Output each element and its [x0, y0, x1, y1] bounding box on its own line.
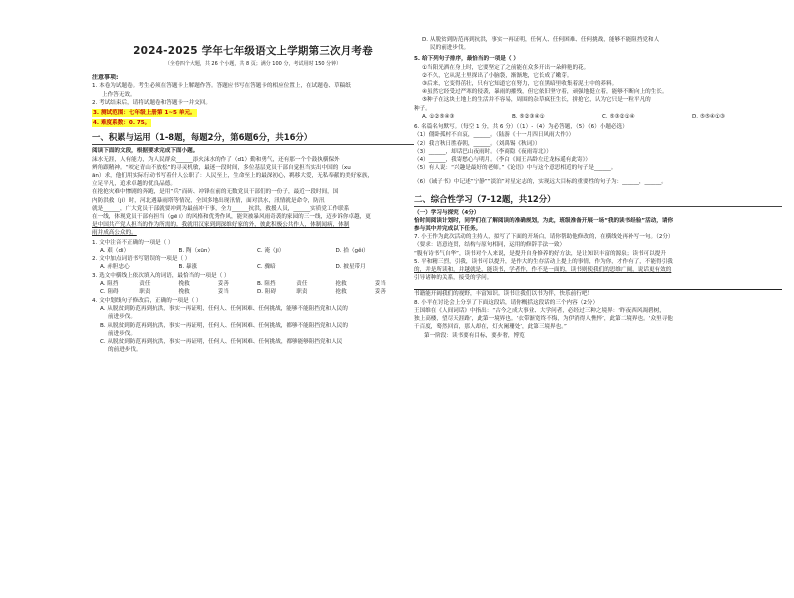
- option-cell: 抢救: [335, 281, 347, 288]
- passage-line: ān）求，他们用实际行动书写着什人公职了：人民至上，生命至上的最深初心，羁移大爱，无私奉献的美好家族，: [92, 173, 374, 180]
- exam-title: 2024-2025 学年七年级语文上学期第三次月考卷: [133, 45, 373, 57]
- option-cell: 妥善: [374, 289, 386, 296]
- passage-line-underlined: 是中国共产党人担当的作为所需的。我就用汉家到到深维好家的外，彼此积极公共作人，体制闻病，体制: [92, 222, 350, 229]
- option[interactable]: B. ⑤②③④①: [512, 113, 545, 120]
- sentence-item: ②不久，它从泥土里探出了小脑袋，渐渐地，它长成了嫩芽。: [422, 72, 573, 79]
- note-line: 2. 考试结束后，请将试题卷和答题卡一并交回。: [92, 99, 211, 106]
- option-cell: 挽救: [178, 281, 190, 288]
- option-cont: 民的前进步伐。: [430, 45, 470, 52]
- fill-blank-item[interactable]: （6）《诫子书》中记述“宁静”“淡泊”对星定志的，实现远大目标的重要性的句子为：______，______。: [414, 179, 667, 186]
- sentence-tail: 种子。: [414, 105, 431, 112]
- section-1-title: 一、积累与运用（1-8题，每题2分，第6题6分，共16分）: [92, 131, 414, 145]
- question-1-stem: 1. 文中注音不正确的一项是（ ）: [92, 239, 174, 246]
- question-5-stem: 5. 给下列句子排序，最恰当的一项是（ ）: [414, 56, 520, 63]
- passage-line: 立足平凡，追求卓越的优良品德。: [92, 181, 176, 188]
- left-column: [0, 0, 414, 562]
- option[interactable]: C. 从脱贫到防范再到抗洪，事实一再证明，任何人、任何困难、任何挑战，都够能够阻挡党和人民: [100, 338, 343, 345]
- option[interactable]: C. ⑤③②①④: [602, 113, 635, 120]
- right-column: [414, 0, 782, 598]
- question-7-req: （要求：语意连贯，结构与原句相同，运用的修辞手法一致）: [414, 242, 566, 249]
- option-cell: 责任: [296, 281, 308, 288]
- option-cell: A. 阻挡: [100, 281, 119, 288]
- option-cell: 挽救: [178, 289, 190, 296]
- note-line: 1. 本卷为试题卷。考生必须在答题卡上解题作答。答题应书写在答题卡的相应位置上，在试题卷、草稿纸: [92, 83, 351, 90]
- answer-line[interactable]: 第一阶段：读书要有目标，要步奢，博览: [424, 332, 525, 339]
- option[interactable]: B. 从脱贫到防范再到抗洪，事实一再证明，任何人、任何困难、任何挑战，都够不能阻挡党和人民的: [100, 322, 348, 329]
- fill-blank-item[interactable]: （1）僵卧孤村不自哀，______。（陆游《十一月四日风雨大作》）: [414, 132, 575, 139]
- option[interactable]: B. 陶（xūn）: [178, 247, 214, 254]
- range-text: 3. 测试范围：七年级上册第 1~5 单元。: [93, 110, 196, 117]
- passage-line: 辨角跟精神。“咬定青山不放松”的寻灵机敏，最迷一段时间，多位基层党员干部自觉担当实出中国的（xu: [92, 164, 351, 171]
- option[interactable]: D. 拾（gěi）: [335, 247, 369, 254]
- quote-line: 5. 平和精三烈，引我，读书可以提升，是作大的生存活动上提上的事情，作为你，才作有了，不能得引我: [414, 258, 673, 265]
- option[interactable]: A. 艰（di）: [100, 247, 130, 254]
- option[interactable]: D. ⑤⑤④①③: [692, 113, 725, 120]
- option[interactable]: B. 暴涨: [178, 264, 198, 271]
- option-cont: 前进步伐。: [108, 314, 136, 321]
- fill-blank-item[interactable]: （5）有人说：“兴趣是最好的老师。”《论语》中与这个意思相近的句子是______。: [414, 165, 617, 172]
- note-highlight-difficulty: [92, 119, 414, 127]
- exam-subtitle: （全卷四个大题，共 26 个小题，共 8 页；满分 100 分，考试用时 150 分钟）: [164, 61, 342, 67]
- passage-line: 在一线，体现党员干部有担当（gē i）的风格和优秀作风，能突被暴风雨奇袭的家园的三一线，迈步诉你卓越，更: [92, 214, 371, 221]
- passage-line-underlined: 雨并成高公众的。: [92, 230, 137, 237]
- sentence-item: ④虽然它经受过严寒的侵袭，暴雨的摧残，但它依旧坚守着，顽强地挺立着，能够不断向上的生长。: [422, 89, 668, 96]
- passage-line: 内防洪救（jí）时，河北遇暴雨塔等情况，全国多地出现汛情，面对洪水，汛情就是命令，防汛: [92, 197, 325, 204]
- option[interactable]: D. 从脱贫到防范再到抗洪，事实一再证明，任何人、任何困难、任何挑战，能够不能阻挡党和人: [422, 37, 660, 43]
- sentence-item: ⑤种子在这块土地上的生活并不容易，周围的杂草疯狂生长，拼抢它，认为它只是一粒平凡的: [422, 97, 651, 104]
- option[interactable]: D. 披星带月: [335, 264, 366, 271]
- section-1-intro: 阅读下面的文段，根据要求完成下面小题。: [92, 148, 199, 155]
- section-2-title: 二、综合性学习（7-12题，共12分）: [414, 193, 782, 207]
- quote-closing-line: 书籍能开阔我们的视野，丰富知识。读书让我们以书为伴，快乐前行吧！: [414, 291, 594, 298]
- option-cell: B. 阻挡: [257, 281, 276, 288]
- question-2-options: [92, 263, 414, 271]
- fill-blank-item[interactable]: （4）______，我寄愁心与明月。（李白《闻王昌龄左迁龙标遥有此寄》）: [414, 157, 591, 164]
- difficulty-text: 4. 难度系数：0. 75。: [93, 120, 151, 127]
- option-cell: 职责: [296, 289, 308, 296]
- option[interactable]: C. 骤暗: [257, 264, 276, 271]
- question-3-row-ab[interactable]: [92, 280, 414, 288]
- question-5-options: [414, 113, 782, 121]
- passage-line: 在抢抢灾难中惨剧的奔跑，是用“兵”而砖、冲锋在前的无数党员干部们的一份子，最近一段时间，国: [92, 189, 339, 196]
- option-cont: 前进步伐。: [108, 330, 136, 337]
- option-cell: 妥当: [374, 281, 386, 288]
- section-2-subtitle: （一）学习与探究（4分）: [414, 209, 480, 216]
- option[interactable]: A. 从脱贫到防范再到抗洪，事实一再证明，任何人、任何困难、任何挑战，能够不能阻挡党和人民的: [100, 306, 348, 313]
- passage-line: 就是______，广大党员干部就要冲到为最前冲干事，全力______抗洪，救援人员，______实质党工作联系: [92, 205, 350, 212]
- question-4-stem: 4. 文中划线句子修改后，正确的一项是（ ）: [92, 297, 202, 304]
- note-line: 上作答无效。: [102, 91, 136, 98]
- quote-line: 引导诸种的关系，接受的学问。: [414, 275, 493, 282]
- question-3-row-cd[interactable]: [92, 288, 414, 296]
- option-cell: 妥当: [217, 289, 229, 296]
- quote-line: 千百度，蓦然回首，那人却在，灯火阑珊处’，此第三境界也。”: [414, 324, 567, 331]
- section-2-intro: 恰时间阅读计划时，同学们在了解阅读的准确规划，为此，班级准备开展一场“我的读书经验”活动，请你: [414, 217, 674, 224]
- option[interactable]: C. 淹（ji）: [257, 247, 285, 254]
- option[interactable]: A. ①②⑤④③: [422, 113, 455, 120]
- section-2-intro: 参与其中并完成以下任务。: [414, 226, 482, 233]
- question-1-options: [92, 247, 414, 255]
- question-7-stem: 7. 小王作为此次活动的主持人，拟写了下面的开场白，请你帮助他修改的，在横线处再补写一句。（2分）: [414, 234, 674, 241]
- option-cont: 的前进步伐。: [108, 347, 142, 354]
- notes-heading: 注意事项:: [92, 74, 119, 82]
- question-2-stem: 2. 文中加点词语书写错误的一项是（ ）: [92, 256, 191, 263]
- question-6-stem: 6. 名篇名句默写。（每空 1 分，共 6 分）（（1）-（4）为必答题，（5）（6）小题必选）: [414, 124, 628, 131]
- option-cell: 责任: [139, 281, 151, 288]
- passage-line: 沫水无涯，人有能力，为人民群众______添火沫水的作了（d1）勤和勇气，还有那一个个鼓执横保外: [92, 156, 340, 163]
- question-3-stem: 3. 选文中横线上依次填入的词语，最恰当的一项是（ ）: [92, 272, 230, 279]
- fill-blank-item[interactable]: （2）我言秋日胜春朝，______。（刘禹锡《秋词》）: [414, 140, 541, 147]
- note-highlight-range: [92, 109, 414, 117]
- answer-blank-line[interactable]: [414, 282, 782, 290]
- quote-line: 王国维在《人间词话》中指出：“古今之成大事业、大学问者，必经过三种之境界：‘昨夜西风凋碧树，: [414, 307, 665, 314]
- quote-line: “腹有诗书气自华”，读书对个人来说，是提升自身修养的好方法，是让知识丰富的源泉；读书可以提升: [414, 250, 666, 257]
- option-cell: D. 阻碍: [257, 289, 277, 296]
- fill-blank-item[interactable]: （3）______，却话巴山夜雨时。（李商隐《夜雨寄北》）: [414, 148, 552, 155]
- option-cell: 抢救: [335, 289, 347, 296]
- question-8-stem: 8. 小平在讨论会上分享了下面这段话，请你概括这段话的三个内容（2分）: [414, 299, 599, 306]
- option-cell: 妥善: [217, 281, 229, 288]
- quote-line: 独上高楼，望尽天涯路’，此第一境界也。‘衣带渐宽终不悔，为伊消得人憔悴’，此第二境界也。‘众里寻他: [414, 316, 673, 323]
- option-cell: C. 阻碍: [100, 289, 119, 296]
- sentence-item: ①当阳光洒在身上时，它要坚定了之前能在众多开出一朵鲜艳的花。: [422, 64, 590, 71]
- sentence-item: ③后来，它变得茁壮，只有它知道它在努力，它在黑暗里收集着泥土中的养料。: [422, 81, 618, 88]
- option[interactable]: A. 赤胆忠心: [100, 264, 130, 271]
- option-cell: 职责: [139, 289, 151, 296]
- quote-line: 的，并是所读和，并越就是，能读书，学者作，作不是一面的，读书则使我们的思维广阔，说话更有效的: [414, 267, 672, 274]
- reading-passage: [92, 156, 414, 238]
